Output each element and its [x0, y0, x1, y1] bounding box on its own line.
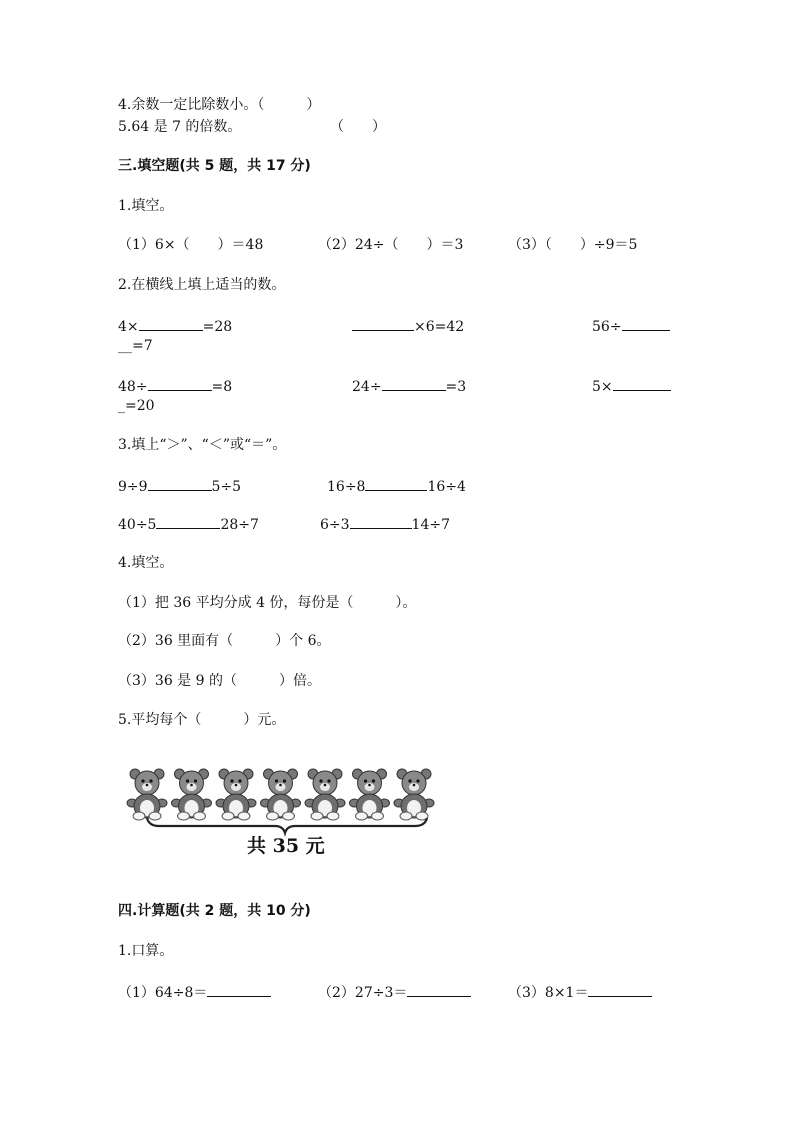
- expr-suffix: =8: [211, 379, 233, 395]
- s3-q2-r2c: [592, 376, 671, 396]
- expr-left: 6÷3: [320, 517, 350, 533]
- expr-right: 5÷5: [211, 479, 242, 495]
- judge-q5-text: 5.64 是 7 的倍数。: [118, 119, 242, 135]
- expr-prefix: 5×: [592, 379, 613, 395]
- section4-title: 四.计算题(共 2 题，共 10 分): [118, 903, 311, 919]
- teddy-bear-icon: [394, 769, 434, 820]
- expr-text: （3）8×1＝: [508, 985, 589, 1001]
- expr-suffix: ×6=42: [414, 319, 465, 335]
- expr-text: （1）64÷8＝: [118, 985, 208, 1001]
- teddy-bear-icon: [172, 769, 212, 820]
- answer-blank[interactable]: [613, 376, 671, 391]
- s4-q1-item-1: [118, 982, 271, 1002]
- answer-blank[interactable]: [382, 376, 446, 391]
- s3-q2-r1a: [118, 316, 232, 336]
- s3-q1-item-1: （1）6×（ ）＝48: [118, 237, 264, 253]
- section3-title: 三.填空题(共 5 题，共 17 分): [118, 158, 311, 174]
- answer-blank[interactable]: [365, 476, 427, 491]
- s3-q5-label: 5.平均每个（ ）元。: [118, 712, 286, 728]
- expr-left: 40÷5: [118, 517, 157, 533]
- s3-q3-label: 3.填上“＞”、“＜”或“＝”。: [118, 437, 287, 453]
- expr-suffix: =3: [445, 379, 467, 395]
- answer-blank[interactable]: [350, 514, 412, 529]
- answer-blank[interactable]: [407, 982, 471, 997]
- s3-q2-r1c-wrap: __=7: [118, 338, 153, 354]
- answer-blank[interactable]: [139, 316, 203, 331]
- judge-q5-paren: （ ）: [330, 119, 386, 135]
- expr-right: 14÷7: [411, 517, 450, 533]
- s3-q1-item-3: （3）（ ）÷9＝5: [508, 237, 638, 253]
- s3-q4-label: 4.填空。: [118, 555, 174, 571]
- s3-q1-label: 1.填空。: [118, 198, 174, 214]
- s3-q2-r2c-wrap: _=20: [118, 398, 155, 414]
- s3-q3-b: [327, 476, 466, 496]
- s3-q3-a: [118, 476, 241, 496]
- s4-q1-label: 1.口算。: [118, 943, 174, 959]
- s3-q3-d: [320, 514, 450, 534]
- teddy-bear-icon: [305, 769, 345, 820]
- answer-blank[interactable]: [148, 376, 212, 391]
- expr-prefix: 24÷: [352, 379, 382, 395]
- expr-left: 16÷8: [327, 479, 366, 495]
- expr-prefix: 48÷: [118, 379, 148, 395]
- answer-blank[interactable]: [352, 316, 414, 331]
- s3-q2-r1b: [352, 316, 464, 336]
- answer-blank[interactable]: [207, 982, 271, 997]
- expr-right: 28÷7: [220, 517, 259, 533]
- expr-left: 9÷9: [118, 479, 148, 495]
- answer-blank[interactable]: [148, 476, 212, 491]
- s3-q2-r2b: [352, 376, 466, 396]
- expr-text: （2）27÷3＝: [318, 985, 408, 1001]
- s3-q4-item-3: （3）36 是 9 的（ ）倍。: [118, 673, 321, 689]
- s4-q1-item-3: [508, 982, 652, 1002]
- s3-q4-item-1: （1）把 36 平均分成 4 份，每份是（ ）。: [118, 595, 417, 611]
- s3-q2-r2a: [118, 376, 232, 396]
- answer-blank[interactable]: [588, 982, 652, 997]
- teddy-bear-icon: [127, 769, 167, 820]
- teddy-bear-icon: [350, 769, 390, 820]
- judge-q4: 4.余数一定比除数小。（ ）: [118, 97, 321, 113]
- s3-q2-r1c: [592, 316, 670, 336]
- s4-q1-item-2: [318, 982, 471, 1002]
- expr-prefix: 56÷: [592, 319, 622, 335]
- s3-q1-item-2: （2）24÷（ ）＝3: [318, 237, 464, 253]
- s3-q2-label: 2.在横线上填上适当的数。: [118, 277, 286, 293]
- expr-suffix: =28: [202, 319, 233, 335]
- expr-right: 16÷4: [427, 479, 466, 495]
- s3-q4-item-2: （2）36 里面有（ ）个 6。: [118, 633, 331, 649]
- expr-prefix: 4×: [118, 319, 139, 335]
- total-price-label: 共 35 元: [247, 835, 325, 857]
- teddy-bear-icon: [216, 769, 256, 820]
- answer-blank[interactable]: [156, 514, 220, 529]
- s3-q3-c: [118, 514, 259, 534]
- teddy-bear-icon: [261, 769, 301, 820]
- answer-blank[interactable]: [622, 316, 670, 331]
